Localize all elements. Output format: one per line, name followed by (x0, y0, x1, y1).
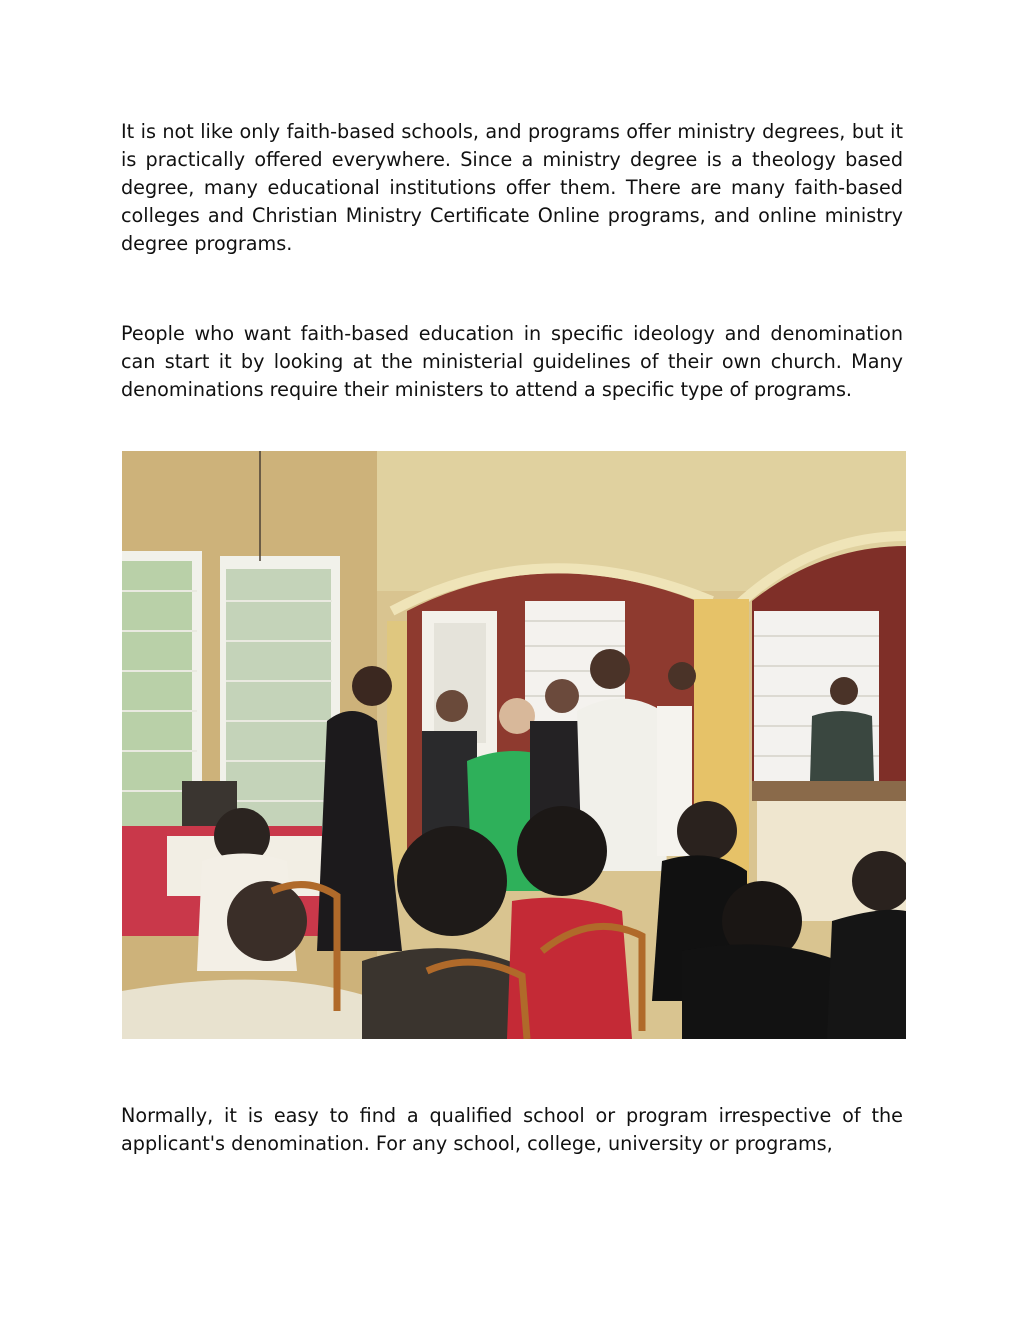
ceremony-photo (122, 451, 906, 1039)
paragraph-intro: It is not like only faith-based schools, and programs offer ministry degrees, but it is practically offered everywhere. Since a ministry degree is a theology based degree, many educational institutions offer them. There are many faith-based colleges and Christian Ministry Certificate Online programs, and online ministry degree programs. (121, 120, 903, 255)
paragraph-denomination: People who want faith-based education in specific ideology and denomination can start it by looking at the ministerial guidelines of their own church. Many denominations require their ministers to attend a specific type of programs. (121, 322, 903, 401)
paragraph-qualified-school: Normally, it is easy to find a qualified school or program irrespective of the applicant's denomination. For any school, college, university or programs, (121, 1104, 903, 1155)
